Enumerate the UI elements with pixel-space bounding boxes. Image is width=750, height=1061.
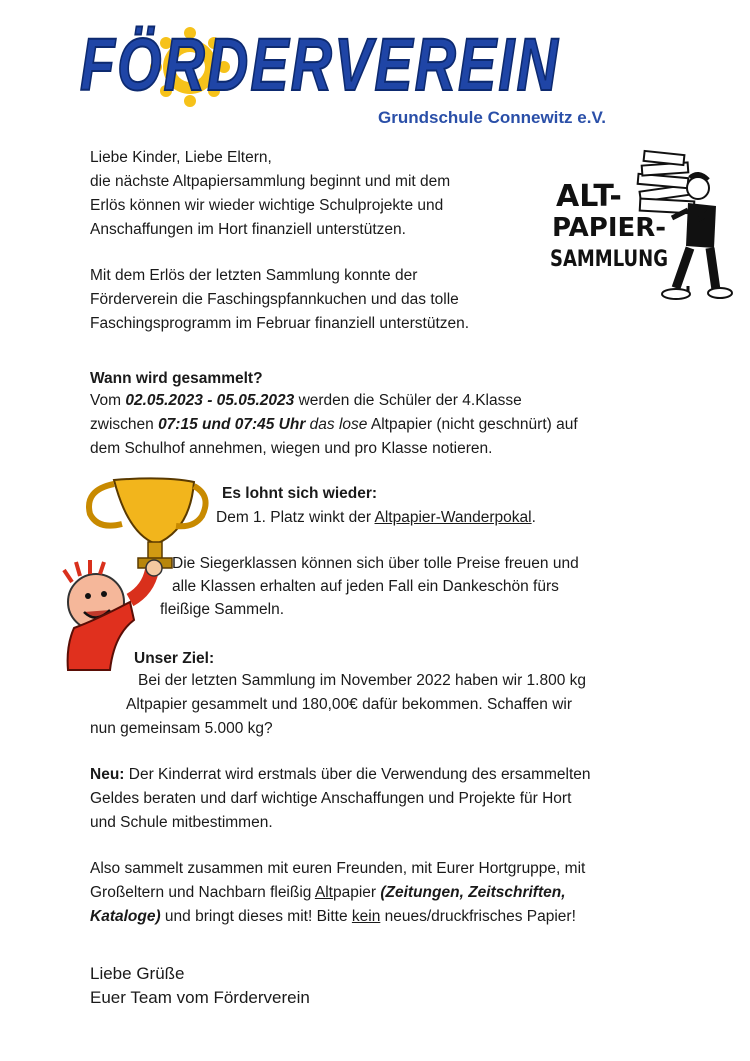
badge-line-3: SAMMLUNG bbox=[550, 247, 668, 272]
goal-heading: Unser Ziel: bbox=[134, 650, 215, 667]
neu-line-2: Geldes beraten und darf wichtige Anschaffungen und Projekte für Hort bbox=[90, 790, 572, 807]
when-line-3: dem Schulhof annehmen, wiegen und pro Klasse notieren. bbox=[90, 440, 493, 457]
when-heading: Wann wird gesammelt? bbox=[90, 370, 263, 387]
intro-line-3: Erlös können wir wieder wichtige Schulprojekte und bbox=[90, 197, 444, 214]
paper-carrier-illustration bbox=[548, 148, 728, 316]
goal-line-1: Bei der letzten Sammlung im November 2022 haben wir 1.800 kg bbox=[138, 672, 587, 689]
svg-text:FÖRDERVEREIN: FÖRDERVEREIN bbox=[80, 23, 560, 106]
last-line-3: Faschingsprogramm im Februar finanziell unterstützen. bbox=[90, 315, 470, 332]
neu-line-1: Neu: Der Kinderrat wird erstmals über die Verwendung des ersammelten bbox=[90, 766, 591, 783]
goal-line-2: Altpapier gesammelt und 180,00€ dafür bekommen. Schaffen wir bbox=[126, 696, 573, 713]
when-line-1: Vom 02.05.2023 - 05.05.2023 werden die Schüler der 4.Klasse bbox=[90, 392, 522, 409]
badge-line-2: PAPIER- bbox=[552, 213, 667, 243]
intro-line-1: Liebe Kinder, Liebe Eltern, bbox=[90, 149, 272, 166]
prize-heading: Es lohnt sich wieder: bbox=[222, 485, 378, 502]
collect-line-3: Kataloge) und bringt dieses mit! Bitte kein neues/druckfrisches Papier! bbox=[90, 908, 576, 925]
signature-greeting: Liebe Grüße bbox=[90, 964, 185, 983]
last-line-2: Förderverein die Faschingspfannkuchen und das tolle bbox=[90, 291, 459, 308]
collect-line-2: Großeltern und Nachbarn fleißig Altpapier (Zeitungen, Zeitschriften, bbox=[90, 884, 566, 901]
badge-line-1: ALT- bbox=[556, 179, 622, 214]
prize-line-4: fleißige Sammeln. bbox=[160, 601, 285, 618]
signature-team: Euer Team vom Förderverein bbox=[90, 988, 310, 1007]
last-line-1: Mit dem Erlös der letzten Sammlung konnte der bbox=[90, 267, 418, 284]
prize-line-2: Die Siegerklassen können sich über tolle Preise freuen und bbox=[172, 555, 579, 572]
prize-line-3: alle Klassen erhalten auf jeden Fall ein Dankeschön fürs bbox=[172, 578, 559, 595]
collection-times: 07:15 und 07:45 Uhr bbox=[158, 416, 306, 433]
neu-line-3: und Schule mitbestimmen. bbox=[90, 814, 273, 831]
wanderpokal-link: Altpapier-Wanderpokal bbox=[374, 509, 532, 526]
school-name: Grundschule Connewitz e.V. bbox=[378, 108, 606, 127]
intro-line-4: Anschaffungen im Hort finanziell unterstützen. bbox=[90, 221, 406, 238]
prize-line-1: Dem 1. Platz winkt der Altpapier-Wanderpokal. bbox=[216, 509, 536, 526]
intro-line-2: die nächste Altpapiersammlung beginnt und mit dem bbox=[90, 173, 451, 190]
collection-dates: 02.05.2023 - 05.05.2023 bbox=[125, 392, 295, 409]
collect-line-1: Also sammelt zusammen mit euren Freunden, mit Eurer Hortgruppe, mit bbox=[90, 860, 586, 877]
neu-label: Neu: bbox=[90, 766, 125, 783]
foerderverein-logo bbox=[80, 22, 570, 104]
goal-line-3: nun gemeinsam 5.000 kg? bbox=[90, 720, 273, 737]
when-line-2: zwischen 07:15 und 07:45 Uhr das lose Altpapier (nicht geschnürt) auf bbox=[90, 416, 578, 433]
